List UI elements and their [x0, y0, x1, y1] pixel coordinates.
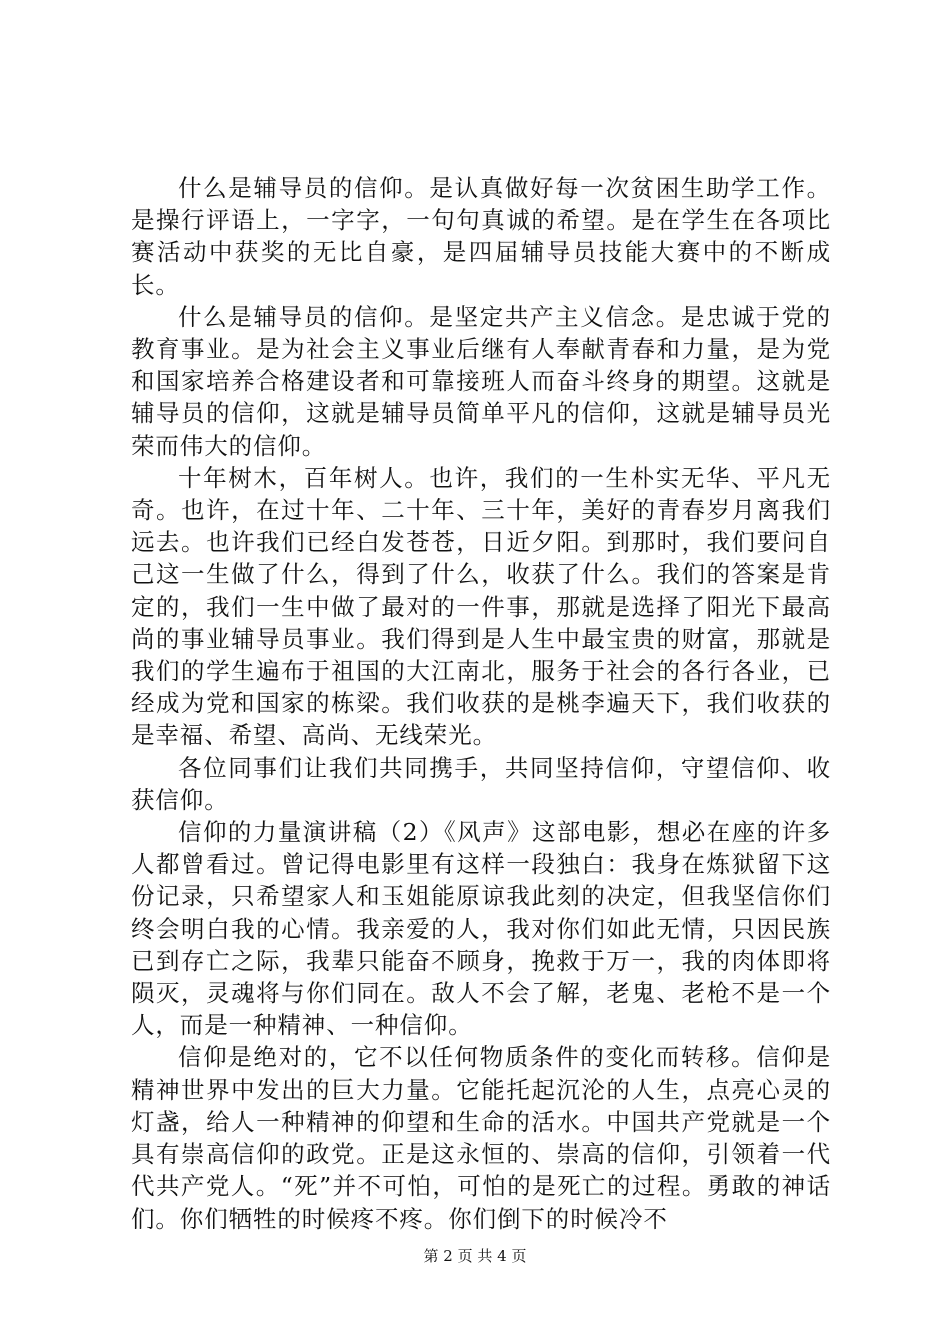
page-footer	[0, 1246, 950, 1266]
document-body	[131, 172, 831, 1235]
paragraph-4: 各位同事们让我们共同携手，共同坚持信仰，守望信仰、收获信仰。	[131, 753, 831, 814]
paragraph-6: 信仰是绝对的，它不以任何物质条件的变化而转移。信仰是精神世界中发出的巨大力量。它能托起沉沦的人生，点亮心灵的灯盏，给人一种精神的仰望和生命的活水。中国共产党就是一个具有崇高信仰的政党。正是这永恒的、崇高的信仰，引领着一代代共产党人。“死”并不可怕，可怕的是死亡的过程。勇敢的神话们。你们牺牲的时候疼不疼。你们倒下的时候冷不	[131, 1043, 831, 1233]
page-number-label: 第 2 页 共 4 页	[423, 1247, 527, 1265]
paragraph-5: 信仰的力量演讲稿（2）《风声》这部电影，想必在座的许多人都曾看过。曾记得电影里有这样一段独白：我身在炼狱留下这份记录，只希望家人和玉姐能原谅我此刻的决定，但我坚信你们终会明白我的心情。我亲爱的人，我对你们如此无情，只因民族已到存亡之际，我辈只能奋不顾身，挽救于万一，我的肉体即将陨灭，灵魂将与你们同在。敌人不会了解，老鬼、老枪不是一个人，而是一种精神、一种信仰。	[131, 818, 831, 1040]
paragraph-3: 十年树木，百年树人。也许，我们的一生朴实无华、平凡无奇。也许，在过十年、二十年、三十年，美好的青春岁月离我们远去。也许我们已经白发苍苍，日近夕阳。到那时，我们要问自己这一生做了什么，得到了什么，收获了什么。我们的答案是肯定的，我们一生中做了最对的一件事，那就是选择了阳光下最高尚的事业辅导员事业。我们得到是人生中最宝贵的财富，那就是我们的学生遍布于祖国的大江南北，服务于社会的各行各业，已经成为党和国家的栋梁。我们收获的是桃李遍天下，我们收获的是幸福、希望、高尚、无线荣光。	[131, 463, 831, 750]
paragraph-1: 什么是辅导员的信仰。是认真做好每一次贫困生助学工作。是操行评语上，一字字，一句句真诚的希望。是在学生在各项比赛活动中获奖的无比自豪，是四届辅导员技能大赛中的不断成长。	[131, 174, 831, 299]
paragraph-2: 什么是辅导员的信仰。是坚定共产主义信念。是忠诚于党的教育事业。是为社会主义事业后继有人奉献青春和力量，是为党和国家培养合格建设者和可靠接班人而奋斗终身的期望。这就是辅导员的信仰，这就是辅导员简单平凡的信仰，这就是辅导员光荣而伟大的信仰。	[131, 302, 831, 460]
